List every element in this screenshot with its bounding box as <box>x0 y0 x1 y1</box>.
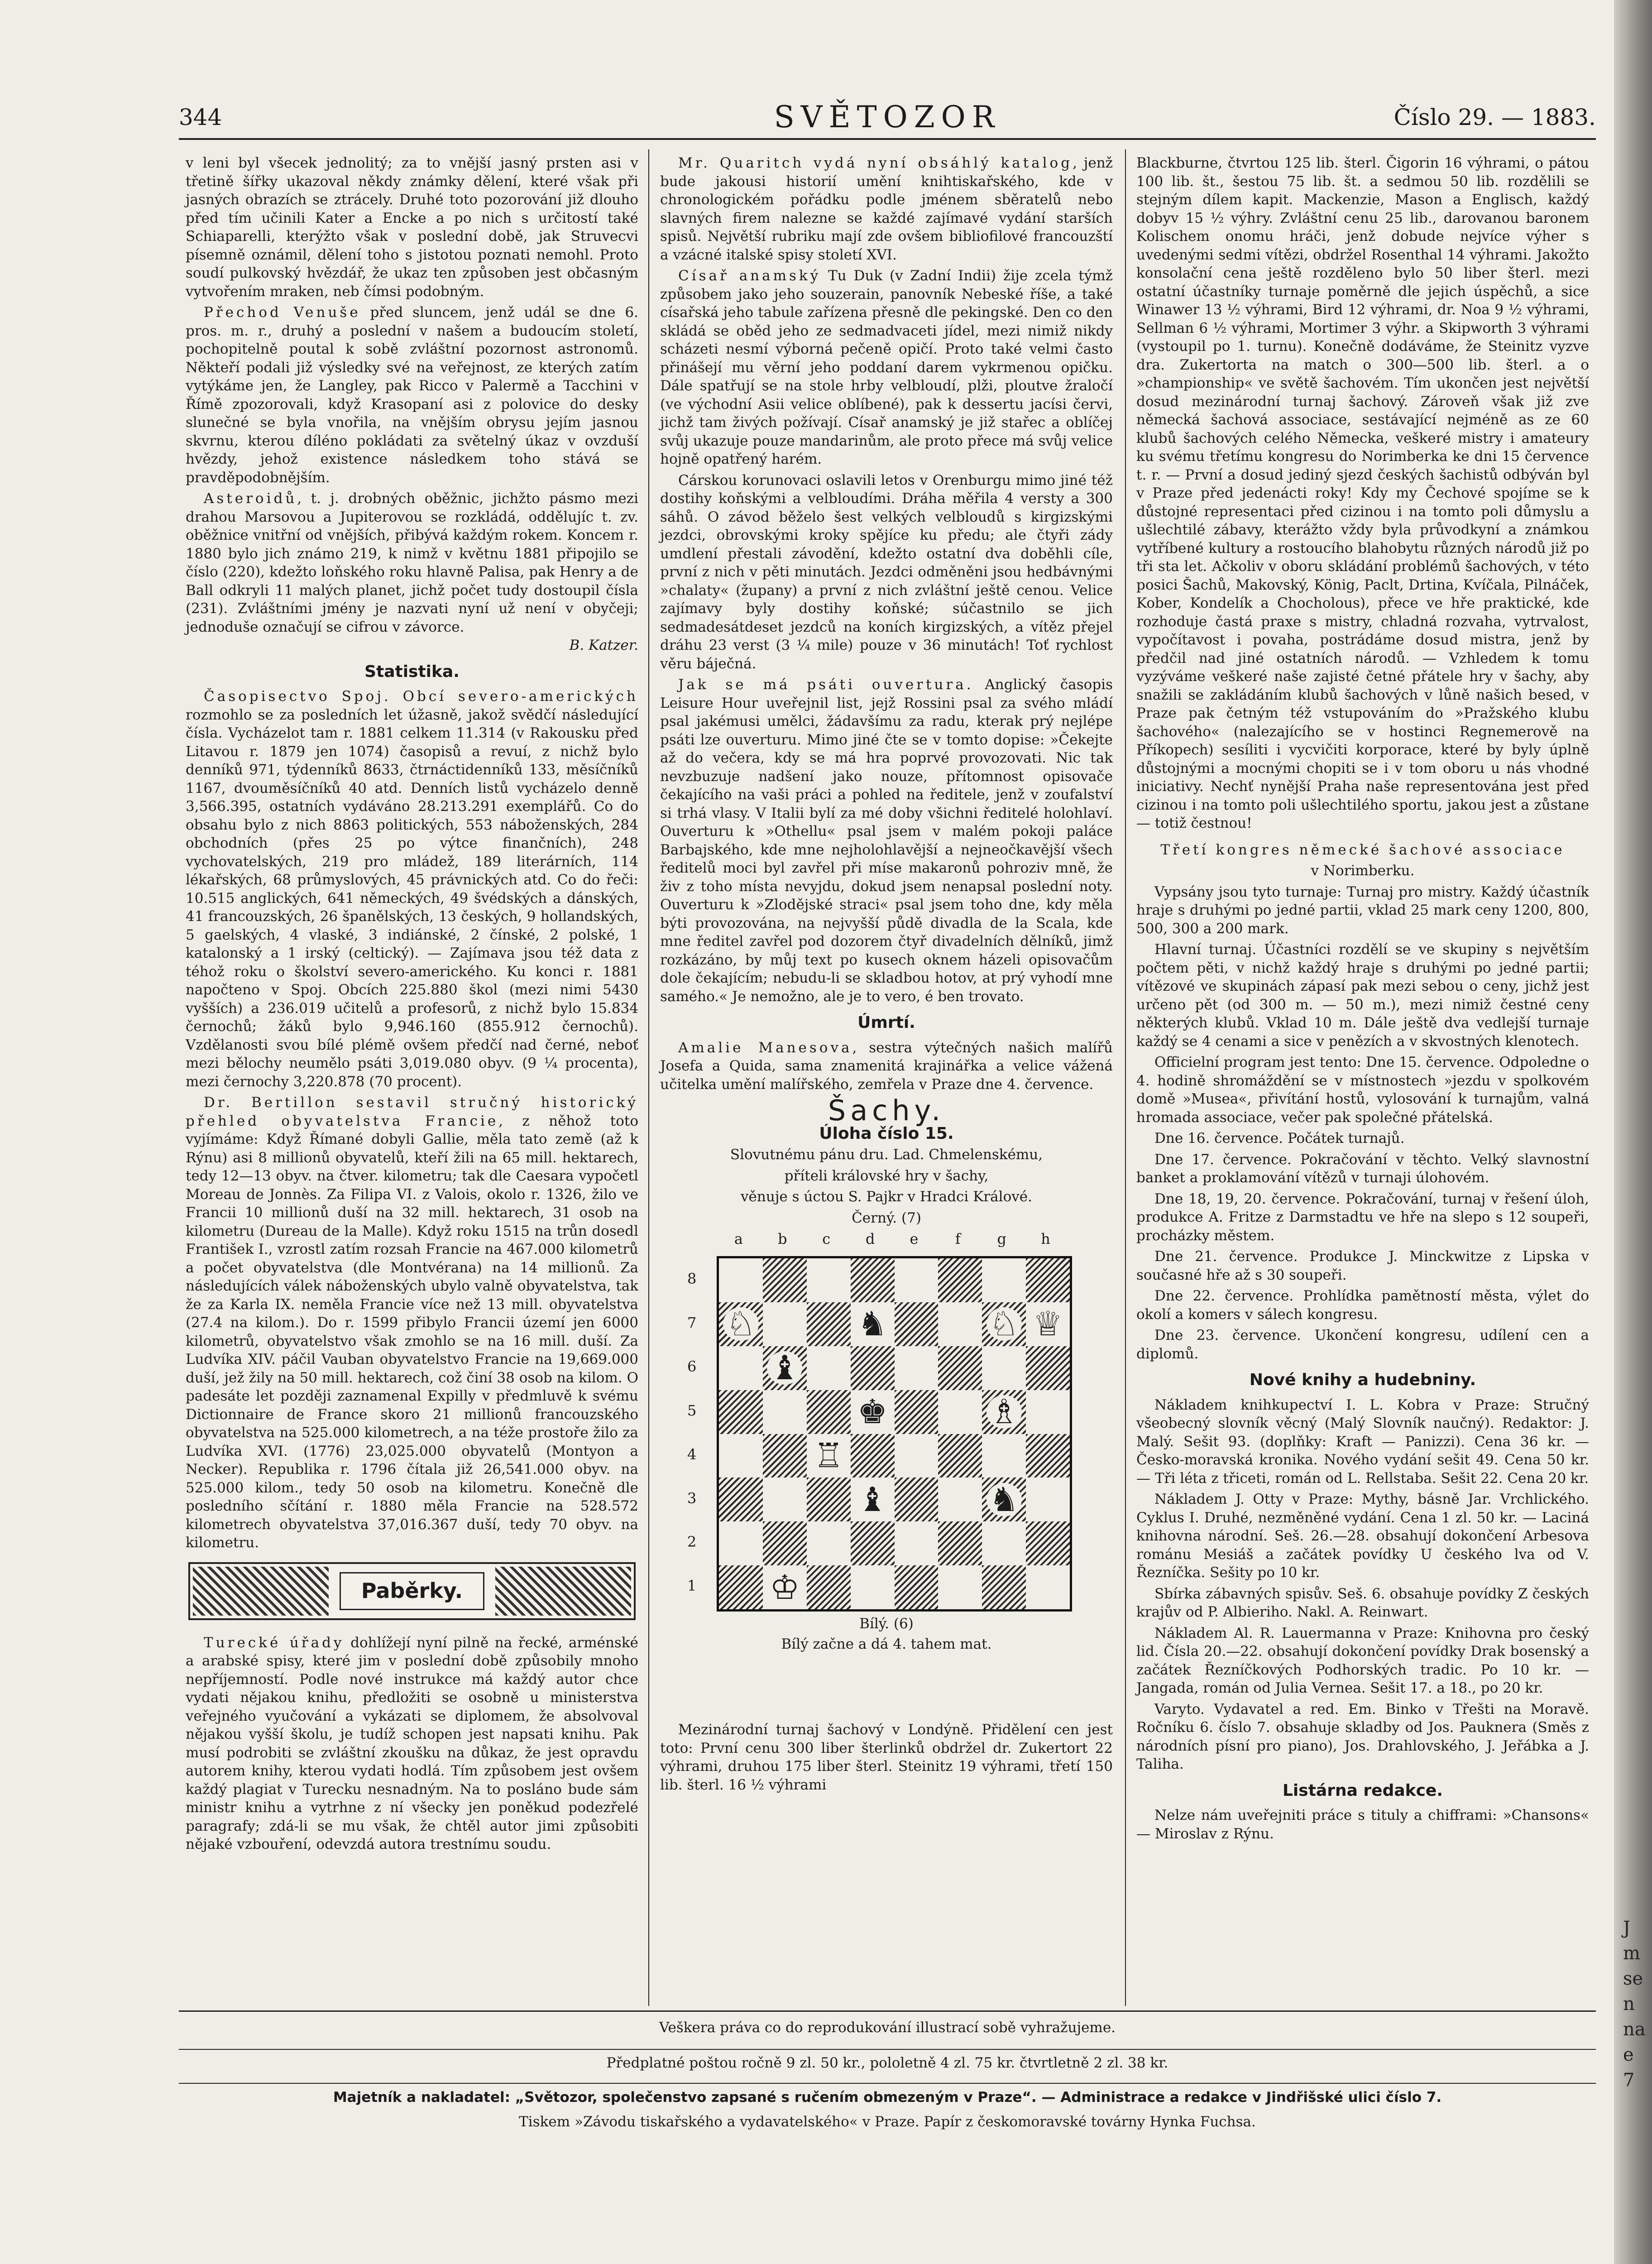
section-heading-umrti: Úmrtí. <box>857 1013 915 1032</box>
square-f3 <box>938 1477 982 1521</box>
chess-board <box>717 1256 1072 1612</box>
article-paragraph: v leni byl všecek jednolitý; za to vnější jasný prsten asi v třetině šířky ukazoval někdy známky dělení, které však při jasných obrazích se ztrácely. Druhé toto pozorování již dlouho před tím učinili Kater a Encke a po nich s určitostí také Schiaparelli, kterýžto však v poslední době, jak Struvecvi písemně oznámil, dělení toho s jistotou poznati nemohl. Proto soudí pulkovský hvězdář, že ukaz ten způsoben jest občasným vytvořením mraken, neb čímsi podobným. <box>186 155 638 300</box>
rank-label: 7 <box>687 1314 697 1332</box>
square-a8 <box>719 1258 763 1302</box>
square-g8 <box>982 1258 1026 1302</box>
file-label: c <box>822 1230 831 1247</box>
square-f7 <box>938 1302 982 1346</box>
column-3 <box>1136 154 1589 1846</box>
chess-piece: ♔ <box>767 1571 802 1604</box>
square-e7 <box>895 1302 939 1346</box>
masthead-title: SVĚTOZOR <box>774 100 1001 134</box>
adjacent-page-edge <box>1614 0 1652 2264</box>
section-heading-kongres: Třetí kongres německé šachové associace <box>1160 841 1565 858</box>
footer-owner: Majetník a nakladatel: „Světozor, společenstvo zapsané s ručením obmezeným v Praze“. — Administrace a redakce v Jindřišské ulici číslo 7. <box>333 2089 1442 2106</box>
section-heading-statistika: Statistika. <box>364 662 460 681</box>
square-c3 <box>807 1477 851 1521</box>
adjacent-page-fragment: se <box>1623 1968 1643 1989</box>
section-heading-paberky: Paběrky. <box>340 1572 484 1610</box>
rank-label: 3 <box>687 1489 697 1507</box>
square-g2 <box>982 1521 1026 1565</box>
file-labels <box>717 1230 1068 1248</box>
square-d7 <box>851 1302 895 1346</box>
square-h7 <box>1026 1302 1070 1346</box>
square-h2 <box>1026 1521 1070 1565</box>
chess-piece: ♘ <box>986 1307 1022 1341</box>
square-f2 <box>938 1521 982 1565</box>
article-paragraph: Dne 23. července. Ukončení kongresu, udílení cen a diplomů. <box>1136 1327 1589 1362</box>
square-b5 <box>763 1390 807 1434</box>
adjacent-page-fragment: n <box>1623 1994 1635 2015</box>
square-e3 <box>895 1477 939 1521</box>
article-paragraph: Nákladem J. Otty v Praze: Mythy, básně Jar. Vrchlického. Cyklus I. Druhé, nezměněné vydání. Cena 1 zl. 50 kr. — Laciná knihovna národní. Seš. 26.—28. obsahují dokončení Arbesova románu Mesiáš a začátek povídky U českého lva od V. Řezníčka. Sešity po 10 kr. <box>1136 1491 1589 1581</box>
column-divider <box>648 149 649 2006</box>
page-number: 344 <box>179 104 222 130</box>
footer-rule <box>179 2083 1596 2084</box>
square-d3 <box>851 1477 895 1521</box>
chess-piece: ♞ <box>855 1307 890 1341</box>
square-g5 <box>982 1390 1026 1434</box>
square-e8 <box>895 1258 939 1302</box>
file-label: e <box>910 1230 919 1247</box>
chess-piece: ♝ <box>855 1483 890 1516</box>
dedication-line: příteli královské hry v šachy, <box>784 1167 989 1184</box>
square-c8 <box>807 1258 851 1302</box>
column-2 <box>660 154 1113 1797</box>
chess-piece: ♚ <box>855 1395 890 1429</box>
dedication-line: věnuje s úctou S. Pajkr v Hradci Králové. <box>741 1189 1032 1205</box>
square-d5 <box>851 1390 895 1434</box>
issue-number: Číslo 29. — 1883. <box>1393 104 1596 130</box>
square-g7 <box>982 1302 1026 1346</box>
white-player-label: Bílý. (6) <box>859 1616 914 1632</box>
square-b1 <box>763 1565 807 1609</box>
rank-label: 4 <box>687 1445 697 1463</box>
chess-piece: ♘ <box>723 1307 758 1341</box>
square-a1 <box>719 1565 763 1609</box>
dedication-line: Slovutnému pánu dru. Lad. Chmelenskému, <box>730 1146 1043 1163</box>
square-b4 <box>763 1434 807 1478</box>
square-f5 <box>938 1390 982 1434</box>
article-paragraph: Turecké úřady dohlížejí nyní pilně na řecké, arménské a arabské spisy, které jim v poslední době způsobily mnoho nepříjemností. Podle nové instrukce má každý autor chce vydati nějakou knihu, předložiti se osobně u ministerstva veřejného vyučování a vykázati se diplomem, že absolvoval nějakou vyšší školu, je tudíž schopen jest napsati knihu. Pak musí podrobiti se zvláštní zkoušku na důkaz, že jest opravdu autorem knihy, kterou vydati hodlá. Tím způsobem jest ovšem každý plagiat v Turecku nesnadným. Na to posláno bude sám ministr knihu a vytrhne z ní všecky jen poněkud podezřelé paragrafy; zdá-li se mu však, že chtěl autor jimi způsobiti nějaké vzbouření, odevzdá autora trestnímu soudu. <box>186 1634 638 1852</box>
square-g4 <box>982 1434 1026 1478</box>
article-paragraph: Mr. Quaritch vydá nyní obsáhlý katalog, jenž bude jakousi historií umění knihtiskařského, kde v chronologickém pořádku podle jménem sběratelů nebo slavných firem nalezne se každé zajímavé vydání starších spisů. Největší rubriku mají zde ovšem bibliofilové francouzští a vzácné italské spisy století XVI. <box>660 155 1113 263</box>
square-d8 <box>851 1258 895 1302</box>
chess-diagram <box>660 1230 1113 1719</box>
rank-labels <box>687 1257 705 1608</box>
square-b2 <box>763 1521 807 1565</box>
article-paragraph: Jak se má psáti ouvertura. Anglický časopis Leisure Hour uveřejnil list, jejž Rossini psal za svého mládí psal jakémusi umělci, žádavšímu za radu, kterak prý nejlépe psáti lze ouverturu. Mimo jiné čte se v tomto dopise: »Čekejte až do večera, kdy se má hra poprvé provozovati. Nic tak nevzbuzuje nadšení jako nouze, přítomnost opisovače čekajícího na vaši práci a pohled na ředitele, jenž v zoufalství si trhá vlasy. V Italii bylí za mé doby všichni ředitelé holohlaví. Ouverturu k »Othellu« psal jsem v malém pokoji paláce Barbajského, kde mne nejholohlavější a nejneočkavější všech ředitelů moci byl zavřel při míse makaronů pohroziv mně, že živ z toho místa nevyjdu, dokud jsem nenapsal poslední noty. Ouverturu k »Zlodějské straci« psal jsem toho dne, kdy měla býti provozována, na nejvyšší půdě divadla de la Scala, kde mne ředitel zavřel pod dozorem čtyř divadelních dělníků, jimž rozkázáno, by můj text po kusech oknem házeli opisovačům dole čekajícím; nebudu-li se skladbou hotov, at prý vyhodí mne samého.« Je nemožno, ale je to vero, é ben trovato. <box>660 676 1113 1005</box>
section-heading-kongres-tail: v Norimberku. <box>1311 863 1415 879</box>
adjacent-page-fragment: m <box>1623 1943 1640 1964</box>
file-label: f <box>955 1230 961 1247</box>
square-c1 <box>807 1565 851 1609</box>
square-a5 <box>719 1390 763 1434</box>
square-a3 <box>719 1477 763 1521</box>
article-paragraph: Cárskou korunovaci oslavili letos v Orenburgu mimo jiné též dostihy koňskými a velbloudími. Dráha měřila 4 versty a 300 sáhů. O závod běželo šest velkých velbloudů s kirgizskými jezdci, obrovskými kroky spějíce ku předu; ale čtyři zády umdlení přestali závodění, kdežto ostatní dva doběhli cíle, první z nich v pěti minutách. Jezdci odměněni jsou hedbávnými »chalaty« (župany) a první z nich zvláštní ještě cenou. Velice zajímavy byly dostihy koňské; súčastnilo se jich sedmadesátdeset jezdců na koních kirgizských, a vítěz přejel dráhu 23 verst (3 ¼ mile) pouze v 36 minutách! Toť rychlost věru báječná. <box>660 472 1113 672</box>
square-e6 <box>895 1346 939 1390</box>
square-b6 <box>763 1346 807 1390</box>
rank-label: 6 <box>687 1357 697 1375</box>
black-player-label: Černý. (7) <box>852 1209 921 1226</box>
article-paragraph: Dne 17. července. Pokračování v těchto. Velký slavnostní banket a proklamování vítězů v turnaji úlohovém. <box>1136 1151 1589 1186</box>
paberky-ornament-banner <box>188 1562 636 1620</box>
column-1 <box>186 154 638 1856</box>
square-g3 <box>982 1477 1026 1521</box>
square-h6 <box>1026 1346 1070 1390</box>
square-d4 <box>851 1434 895 1478</box>
square-g1 <box>982 1565 1026 1609</box>
chess-piece: ♕ <box>1030 1307 1065 1341</box>
square-e2 <box>895 1521 939 1565</box>
article-paragraph: Mezinárodní turnaj šachový v Londýně. Přidělení cen jest toto: První cenu 300 liber šterlinků obdržel dr. Zukertort 22 výhrami, druhou 175 liber šterl. Steinitz 19 výhrami, třetí 150 lib. šterl. 16 ½ výhrami <box>660 1722 1113 1793</box>
square-f1 <box>938 1565 982 1609</box>
square-a4 <box>719 1434 763 1478</box>
article-paragraph: Asteroidů, t. j. drobných oběžnic, jichžto pásmo mezi drahou Marsovou a Jupiterovou se rozkládá, oddělujíc t. zv. oběžnice vnitřní od vnějších, přibývá každým rokem. Koncem r. 1880 bylo jich známo 219, k nimž v květnu 1881 připojilo se číslo (220), kdežto loňského roku hlavně Palisa, pak Henry a de Ball odkryli 11 malých planet, jichž počet tudy dostoupil čísla (231). Zvláštními jmény je nazvati nyní už není v obyčeji; jednoduše označují se cifrou v závorce. <box>186 490 638 635</box>
article-paragraph: Varyto. Vydavatel a red. Em. Binko v Třešti na Moravě. Ročníku 6. číslo 7. obsahuje skladby od Jos. Pauknera (Směs z národních písní pro piano), Jos. Drahlovského, J. Jeřábka a J. Taliha. <box>1136 1701 1589 1772</box>
article-paragraph: Blackburne, čtvrtou 125 lib. šterl. Čigorin 16 výhrami, o pátou 100 lib. št., šestou 75 lib. št. a sedmou 50 lib. rozdělili se stejným dílem kapit. Mackenzie, Mason a Englisch, každý dobyv 15 ½ výhry. Zvláštní cenu 25 lib., darovanou baronem Kolischem onomu hráči, jenž dobude nejvíce výher s uvedenými sedmi vítězi, obdržel Rosenthal 14 výhrami. Jakožto konsolační cena ještě rozděleno bylo 50 liber šterl. mezi ostatní účastníky turnaje poměrně dle jejich úspěchů, a sice Winawer 13 ½ výhrami, Bird 12 výhrami, dr. Noa 9 ½ výhrami, Sellman 6 ½ výhrami, Mortimer 3 výhr. a Skipworth 3 výhrami (vystoupil po 1. turnu). Konečně dodáváme, že Steinitz vyzve dra. Zukertorta na match o 300—500 lib. šterl. a o »championship« ve světě šachovém. Tím ukončen jest největší dosud mezinárodní turnaj šachový. Zároveň však již zve německá šachová associace, sestávající nejméně as ze 60 klubů šachových celého Německa, veškeré mistry i amateury ku svému třetímu kongresu do Norimberka ke dni 15 července t. r. — První a dosud jediný sjezd českých šachistů odbýván byl v Praze před jedenácti roky! Kdy my Čechové spojíme se k důstojné representaci před cizinou i na tomto poli důmyslu a ušlechtilé zábavy, kterážto vždy byla průvodkyní a známkou vytříbené kultury a rostoucího blahobytu různých národů již po tři sta let. Ačkoliv v oboru skládání problémů šachových, v této posici Šachů, Makovský, König, Paclt, Drtina, Kvíčala, Pilnáček, Kober, Kondelík a Chocholous), přece ve hře praktické, kde rozhoduje častá praxe s mistry, chladná rozvaha, vytrvalost, vypočítavost i povaha, postrádáme dosud mistra, jenž by předčil nad jiné ostatních národů. — Vzhledem k tomu vyzýváme veškeré naše zajisté četné přátele hry v šachy, aby snažili se zakládáním klubů šachových v lůně našich besed, v Praze pak četným též vstupováním do »Pražského klubu šachového« (nalezajícího se v hostinci Regnemerově na Příkopech) sesíliti i vycvičiti korporace, které by byly úplně důstojnými a mocnými chopiti se i v tom oboru u nás vhodné iniciativy. Nechť nynější Praha naše representována jest před cizinou i na tomto poli ušlechtilého sportu, jakou jest a zůstane — totiž čestnou! <box>1136 155 1589 831</box>
square-c4 <box>807 1434 851 1478</box>
ornament-left <box>193 1567 329 1616</box>
footer-rights: Veškera práva co do reprodukování illustrací sobě vyhražujeme. <box>659 2019 1116 2036</box>
square-d2 <box>851 1521 895 1565</box>
square-h4 <box>1026 1434 1070 1478</box>
article-paragraph: Officielní program jest tento: Dne 15. července. Odpoledne o 4. hodině shromáždění se v místnostech »jezdu v spolkovém domě »Musea«, přivítání hostů, vylosování k turnajům, valná hromada associace, večer pak společné přátelská. <box>1136 1054 1589 1126</box>
article-paragraph: Nelze nám uveřejniti práce s tituly a chifframi: »Chansons« — Miroslav z Rýnu. <box>1136 1807 1589 1842</box>
square-f8 <box>938 1258 982 1302</box>
square-h8 <box>1026 1258 1070 1302</box>
chess-task-title: Úloha číslo 15. <box>819 1124 954 1143</box>
column-divider <box>1125 149 1126 2006</box>
footer-printer: Tiskem »Závodu tiskařského a vydavatelského« v Praze. Papír z českomoravské továrny Hynka Fuchsa. <box>519 2114 1256 2130</box>
article-paragraph: Nákladem knihkupectví I. L. Kobra v Praze: Stručný všeobecný slovník věcný (Malý Slovník naučný). Redaktor: J. Malý. Sešit 93. (doplňky: Kraft — Panizzi). Cena 36 kr. — Česko-moravská kronika. Nového vydání sešit 49. Cena 50 kr. — Tři léta z třiceti, román od L. Rellstaba. Sešit 22. Cena 20 kr. <box>1136 1396 1589 1487</box>
square-a2 <box>719 1521 763 1565</box>
footer-subscription: Předplatné poštou ročně 9 zl. 50 kr., pololetně 4 zl. 75 kr. čtvrtletně 2 zl. 38 kr. <box>606 2055 1168 2071</box>
chess-piece: ♝ <box>767 1351 802 1385</box>
adjacent-page-fragment: 7 <box>1623 2070 1635 2091</box>
chess-piece: ♗ <box>986 1395 1022 1429</box>
square-d6 <box>851 1346 895 1390</box>
footer-rule <box>179 2010 1596 2012</box>
article-paragraph: Dne 16. července. Počátek turnajů. <box>1154 1130 1405 1146</box>
square-h3 <box>1026 1477 1070 1521</box>
article-paragraph: Dne 18, 19, 20. července. Pokračování, turnaj v řešení úloh, produkce A. Fritze z Darmstadtu ve hře na slepo s 12 soupeři, procházky městem. <box>1136 1190 1589 1244</box>
article-paragraph: Dne 21. července. Produkce J. Minckwitze z Lipska v současné hře až s 30 soupeři. <box>1136 1248 1589 1283</box>
square-f6 <box>938 1346 982 1390</box>
adjacent-page-fragment: na <box>1623 2019 1646 2040</box>
article-paragraph: Hlavní turnaj. Účastníci rozdělí se ve skupiny s největším počtem pěti, v nichž každý hraje s druhými po jedné partii; vítězové ve skupinách zápasí pak mezi sebou o ceny, jichž jest určeno pět (od 300 m. — 50 m.), mezi nimiž čestné ceny některých klubů. Vklad 10 m. Dále ještě dva vedlejší turnaje každý se 4 cenami a sice v penězích a v skvostných klenotech. <box>1136 941 1589 1050</box>
author-signature: B. Katzer. <box>569 637 638 653</box>
square-c7 <box>807 1302 851 1346</box>
task-caption: Bílý začne a dá 4. tahem mat. <box>781 1636 992 1652</box>
rank-label: 2 <box>687 1533 697 1551</box>
rank-label: 8 <box>687 1270 697 1288</box>
square-b3 <box>763 1477 807 1521</box>
article-paragraph: Amalie Manesova, sestra výtečných našich malířů Josefa a Quida, sama znamenitá krajinářka a velice vážená učitelka umění malířského, zemřela v Praze dne 4. července. <box>660 1039 1113 1093</box>
square-c5 <box>807 1390 851 1434</box>
square-c6 <box>807 1346 851 1390</box>
article-paragraph: Vypsány jsou tyto turnaje: Turnaj pro mistry. Každý účastník hraje s druhými po jedné partii, vklad 25 mark ceny 1200, 800, 500, 300 a 200 mark. <box>1136 883 1589 937</box>
adjacent-page-fragment: e <box>1623 2044 1634 2065</box>
section-heading-knihy: Nové knihy a hudebniny. <box>1249 1371 1476 1389</box>
file-label: h <box>1041 1230 1050 1247</box>
file-label: g <box>997 1230 1006 1247</box>
square-d1 <box>851 1565 895 1609</box>
file-label: a <box>734 1230 743 1247</box>
square-f4 <box>938 1434 982 1478</box>
footer-rule <box>179 2049 1596 2050</box>
adjacent-page-text <box>1623 1915 1650 2093</box>
chess-piece: ♞ <box>986 1483 1022 1516</box>
article-paragraph: Časopisectvo Spoj. Obcí severo-amerických rozmohlo se za posledních let úžasně, jakož svědčí následující čísla. Vycházelot tam r. 1881 celkem 11.314 (v Rakousku před Litavou r. 1879 jen 1074) časopisů a revuí, z nichž bylo denníků 971, týdenníků 8633, čtrnáctidenníků 133, měsíčníků 1167, dvouměsíčníků 40 atd. Denních listů vycházelo denně 3,566.395, ostatních vydáváno 28.213.291 exemplářů. Co do obsahu bylo z nich 8863 politických, 553 náboženských, 284 obchodních (přes 25 po výtce finančních), 248 vychovatelských, 219 pro mládež, 189 literárních, 114 lékařských, 68 průmyslových, 45 právnických atd. Co do řeči: 10.515 anglických, 641 německých, 49 švédských a dánských, 41 francouzských, 26 španělských, 13 českých, 9 hollandských, 5 gaelských, 4 vlaské, 3 indiánské, 2 čínské, 2 polské, 1 katalonský a 1 irský (celtický). — Zajímava jsou též data z téhož roku o školství severo-amerického. Ku konci r. 1881 napočteno v Spoj. Obcích 225.880 škol (mezi nimi 5430 vyšších) a 236.019 učitelů a profesorů, z nichž bylo 15.834 černochů; žáků bylo 9,946.160 (855.912 černochů). Vzdělanosti svou bílé plémě ovšem předčí nad černé, neboť mezi bělochy neumělo psáti 3,019.080 obyv. (9 ¼ procenta), mezi černochy 3,220.878 (70 procent). <box>186 688 638 1090</box>
square-e5 <box>895 1390 939 1434</box>
article-paragraph: Sbírka zábavných spisův. Seš. 6. obsahuje povídky Z českých krajův od P. Albieriho. Nakl. A. Reinwart. <box>1136 1585 1589 1620</box>
square-b7 <box>763 1302 807 1346</box>
article-paragraph: Císař anamský Tu Duk (v Zadní Indii) žije zcela týmž způsobem jako jeho souzerain, panovník Nebeské říše, a také císařská jeho tabule zařízena přesně dle pekingské. Den co den skládá se oběd jeho ze sedmadvaceti jídel, mezi nimiž nikdy scházeti nesmí výborná pečeně opičí. Proto také velmi často přinášejí mu věrní jeho poddaní darem vykrmenou opičku. Dále spatřují se na stole hrby velbloudí, plži, ploutve žraločí (ve východní Asii velice oblíbené), pak k dessertu jacísi červi, jichž tam živých požívají. Císař anamský je již stařec a oblíčej svůj ukazuje pouze mandarinům, ale proto přece má svůj velice hojně opatřený harém. <box>660 268 1113 467</box>
adjacent-page-fragment: J <box>1623 1918 1631 1938</box>
square-a7 <box>719 1302 763 1346</box>
file-label: b <box>778 1230 787 1247</box>
article-paragraph: Přechod Venuše před sluncem, jenž udál se dne 6. pros. m. r., druhý a poslední v našem a budoucím století, pochopitelně poutal k sobě zvláštní pozornost astronomů. Někteří podali již výsledky své na veřejnost, ze kterých zatím vytýkáme jen, že Langley, pak Ricco v Palermě a Tacchini v Římě zpozorovali, když Krasopaní asi z polovice do desky slunečné se byla vnořila, na vnějším obrysu jejím jasnou skvrnu, kterou díléno pokládati za světelný úkaz v ovzduší hvězdy, jehož existence následkem toho stává se pravděpodobnějším. <box>186 304 638 486</box>
header-rule <box>179 138 1596 140</box>
square-e4 <box>895 1434 939 1478</box>
rank-label: 1 <box>687 1577 697 1595</box>
square-b8 <box>763 1258 807 1302</box>
square-g6 <box>982 1346 1026 1390</box>
file-label: d <box>865 1230 875 1247</box>
section-heading-listarna: Listárna redakce. <box>1282 1781 1443 1800</box>
square-c2 <box>807 1521 851 1565</box>
square-h1 <box>1026 1565 1070 1609</box>
square-h5 <box>1026 1390 1070 1434</box>
article-paragraph: Dr. Bertillon sestavil stručný historický přehled obyvatelstva Francie, z něhož toto vyjímáme: Když Římané dobyli Gallie, měla tato země (až k Rýnu) asi 8 millionů obyvatelů, kteří žili na 65 mill. hektarech, tedy 12—13 obyv. na čtver. kilometru; tak dle Caesara vypočetl Moreau de Jonnès. Za Filipa VI. z Valois, okolo r. 1326, žilo ve Francii 10 millionů duší na 32 mill. hektarech, 31 osob na kilometru (Dureau de la Malle). Když roku 1515 na trůn dosedl František I., vzrostl zatím rozsah Francie na 467.000 kilometrů a počet obyvatelstva (dle Montvérana) na 14 millionů. Za následujících válek náboženských ubylo valně obyvatelstva, tak že za Karla IX. neměla Francie více než 13 mill. obyvatelstva (27.4 na kilom.). Do r. 1599 přibylo Francii území jen 6000 kilometrů, obyvatelstvo však zmohlo se na 16 mill. duší. Za Ludvíka XIV. páčil Vauban obyvatelstvo Francie na 19,669.000 duší, jež žily na 50 mill. hektarech, což činí 38 osob na kilom. O padesáte let později zaznamenal Expilly v předmluvě k svému Dictionnaire de France skoro 21 millionů francouzského obyvatelstva na 525.000 kilometrech, a na téže prostoře žilo za Ludvíka XVI. (1776) 23,025.000 obyvatelů (Montyon a Necker). Republika r. 1796 čítala již 26,541.000 obyv. na 525.000 kilom., tedy 50 osob na kilometru. Konečně dle posledního sčítání r. 1880 měla Francie na 528.572 kilometrech obyvatelstva 37,016.367 duší, tedy 70 obyv. na kilometru. <box>186 1094 639 1551</box>
rank-label: 5 <box>687 1401 697 1419</box>
article-paragraph: Nákladem Al. R. Lauermanna v Praze: Knihovna pro český lid. Čísla 20.—22. obsahují dokončení povídky Drak bosenský a začátek Řezníčkových Podhorských tradic. Po 10 kr. — Jangada, román od Julia Vernea. Sešit 17. a 18., po 20 kr. <box>1136 1625 1589 1696</box>
square-e1 <box>895 1565 939 1609</box>
ornament-right <box>495 1567 631 1616</box>
article-paragraph: Dne 22. července. Prohlídka pamětností města, výlet do okolí a komers v sálech kongresu. <box>1136 1288 1589 1323</box>
section-heading-sachy: Šachy. <box>828 1094 945 1127</box>
square-a6 <box>719 1346 763 1390</box>
chess-piece: ♖ <box>811 1439 846 1473</box>
